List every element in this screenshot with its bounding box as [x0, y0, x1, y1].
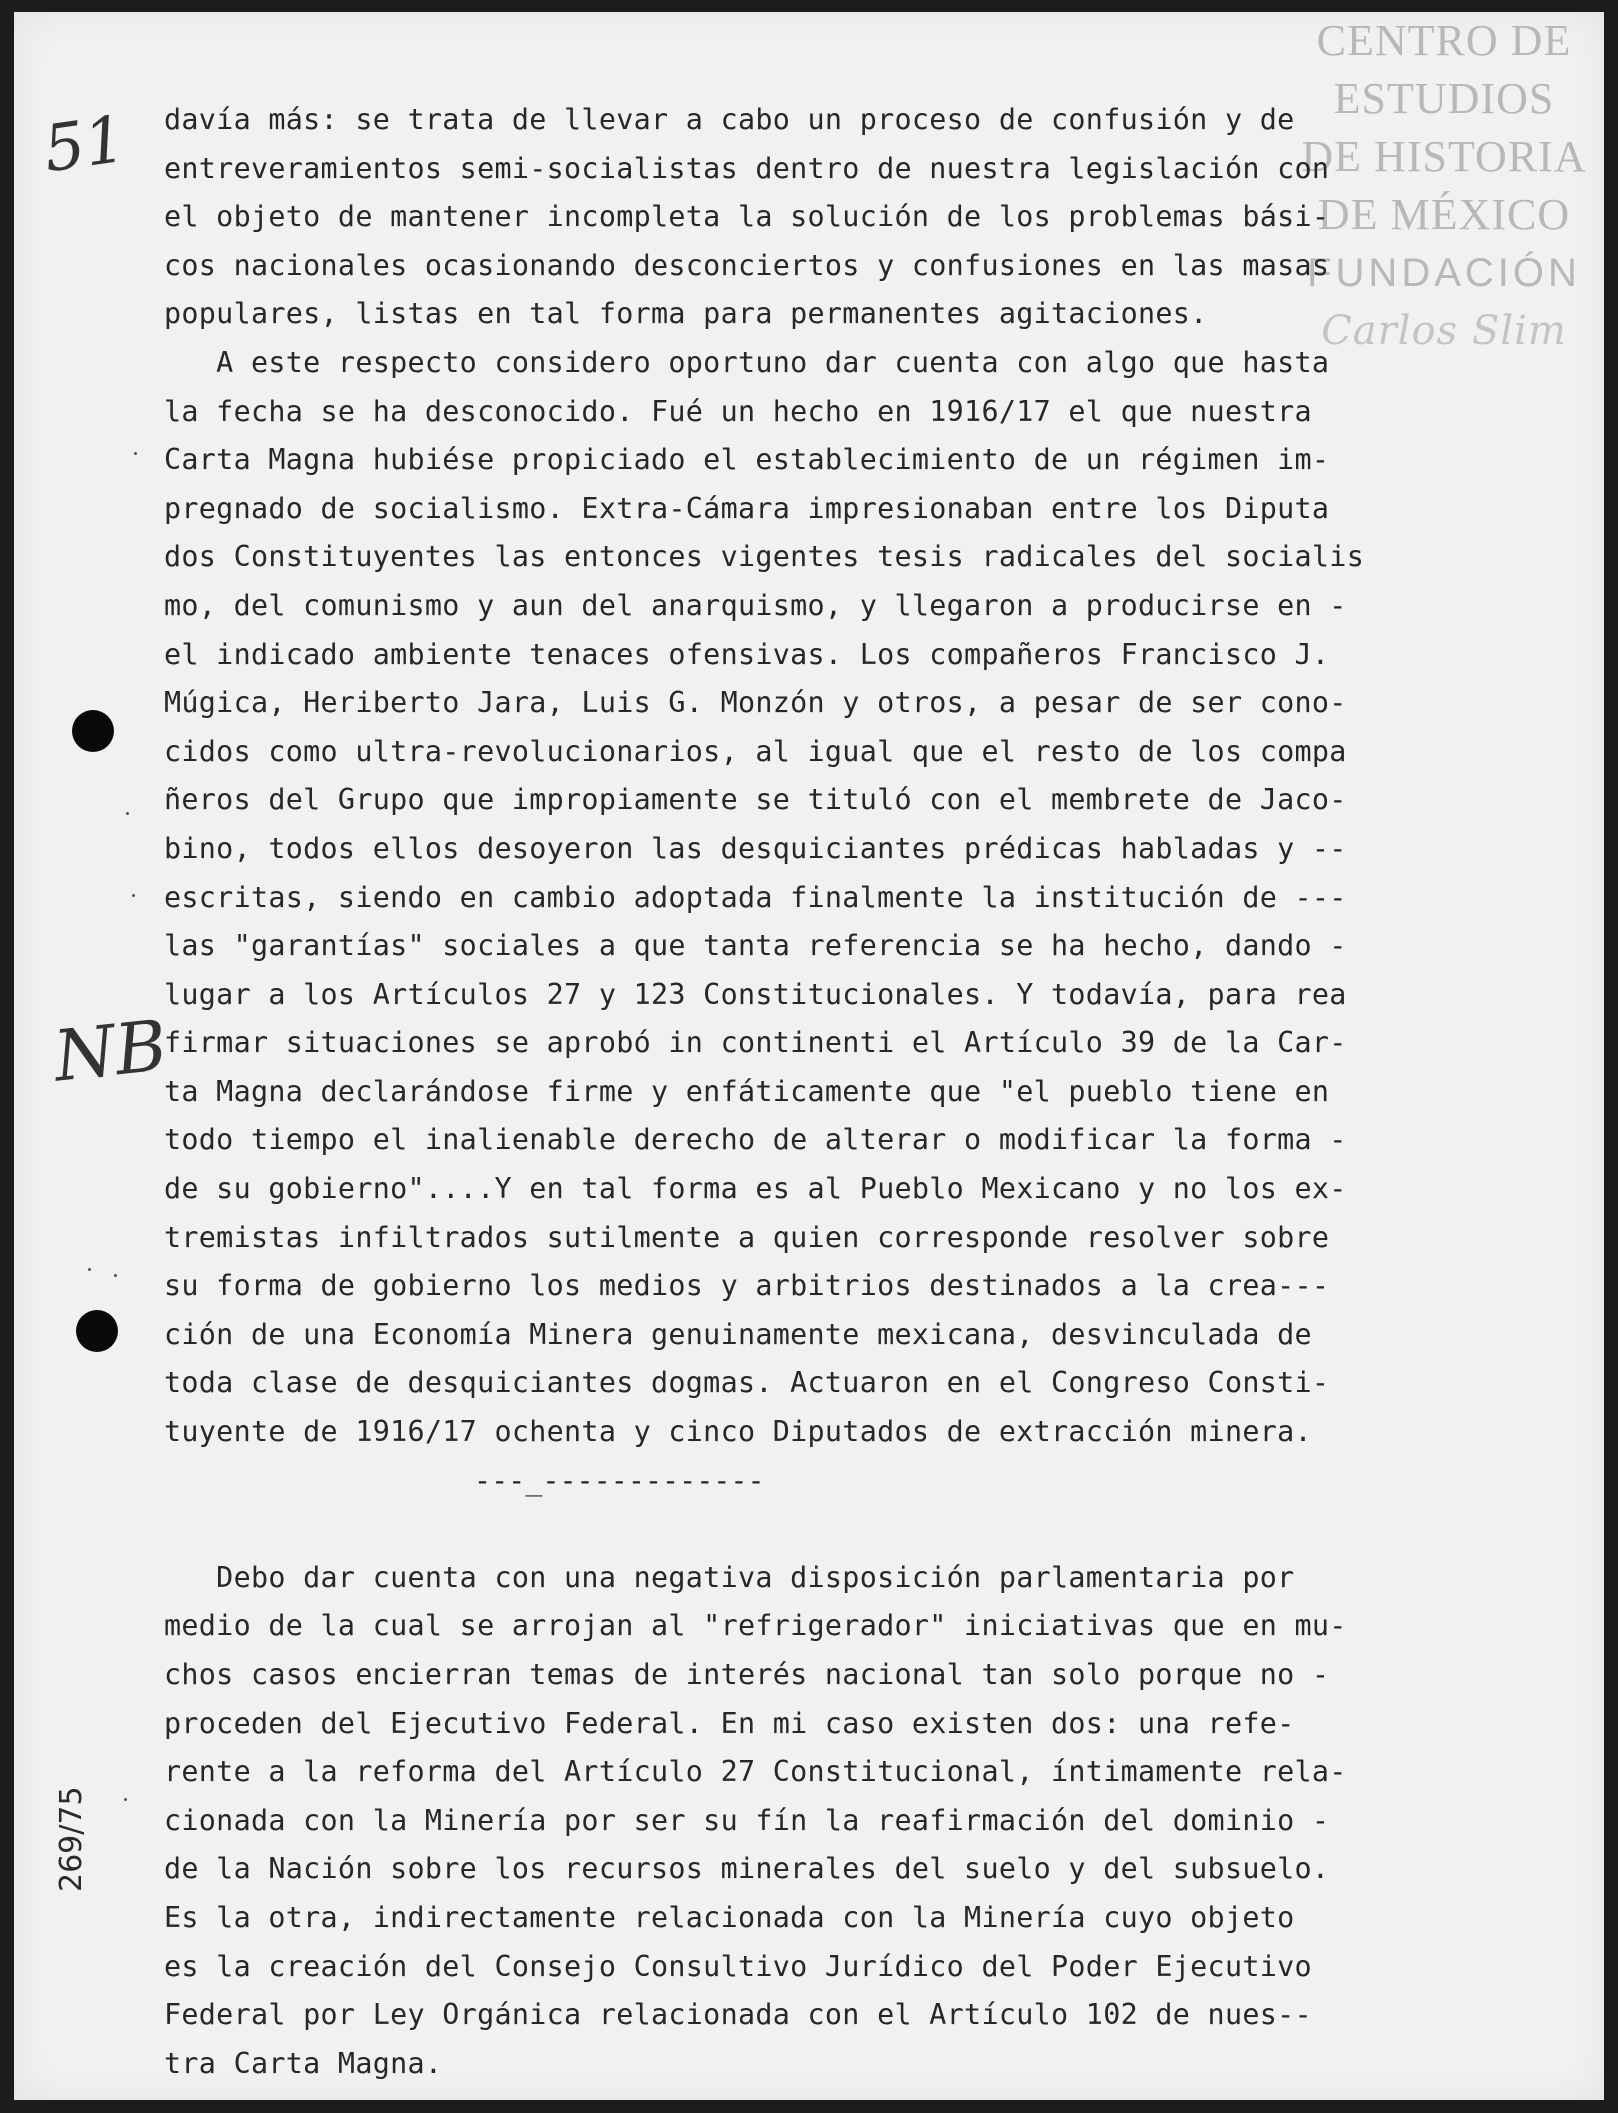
- archive-page-number: 269/75: [54, 1786, 89, 1892]
- watermark-line: ESTUDIOS: [1333, 74, 1555, 123]
- watermark-line: FUNDACIÓN: [1307, 251, 1581, 295]
- watermark-line: DE MÉXICO: [1317, 190, 1571, 239]
- text-line: rente a la reforma del Artículo 27 Constitucional, íntimamente rela-: [164, 1755, 1347, 1789]
- text-line: las "garantías" sociales a que tanta referencia se ha hecho, dando -: [164, 929, 1347, 963]
- text-line: bino, todos ellos desoyeron las desquiciantes prédicas habladas y --: [164, 831, 1347, 865]
- punch-hole: [72, 710, 114, 752]
- watermark-line: DE HISTORIA: [1301, 132, 1587, 181]
- speck: [126, 812, 129, 815]
- speck: [124, 1798, 127, 1801]
- text-line: su forma de gobierno los medios y arbitrios destinados a la crea---: [164, 1269, 1330, 1303]
- text-line: escritas, siendo en cambio adoptada finalmente la institución de ---: [164, 880, 1347, 914]
- speck: [132, 894, 135, 897]
- section-divider: ---_-------------: [474, 1463, 765, 1497]
- text-line: el indicado ambiente tenaces ofensivas. Los compañeros Francisco J.: [164, 637, 1330, 671]
- text-line: es la creación del Consejo Consultivo Jurídico del Poder Ejecutivo: [164, 1949, 1312, 1983]
- text-line: dos Constituyentes las entonces vigentes tesis radicales del socialis: [164, 540, 1365, 574]
- speck: [134, 452, 137, 455]
- spacer: [164, 1505, 1514, 1554]
- speck: [88, 1268, 91, 1271]
- text-line: tuyente de 1916/17 ochenta y cinco Diputados de extracción minera.: [164, 1415, 1312, 1449]
- text-line: ñeros del Grupo que impropiamente se tituló con el membrete de Jaco-: [164, 783, 1347, 817]
- text-line: Federal por Ley Orgánica relacionada con el Artículo 102 de nues--: [164, 1998, 1312, 2032]
- text-line: el objeto de mantener incompleta la solución de los problemas bási-: [164, 200, 1330, 234]
- watermark-signature: Carlos Slim: [1321, 308, 1567, 354]
- text-line: ta Magna declarándose firme y enfáticamente que "el pueblo tiene en: [164, 1074, 1330, 1108]
- text-line: mo, del comunismo y aun del anarquismo, y llegaron a producirse en -: [164, 588, 1347, 622]
- text-line: populares, listas en tal forma para permanentes agitaciones.: [164, 297, 1208, 331]
- text-line: ción de una Economía Minera genuinamente mexicana, desvinculada de: [164, 1317, 1312, 1351]
- handwritten-page-mark: 51: [39, 102, 131, 188]
- punch-hole: [76, 1310, 118, 1352]
- text-line: A este respecto considero oportuno dar cuenta con algo que hasta: [164, 345, 1330, 379]
- text-line: cidos como ultra-revolucionarios, al igual que el resto de los compa: [164, 734, 1347, 768]
- text-line: lugar a los Artículos 27 y 123 Constitucionales. Y todavía, para rea: [164, 977, 1347, 1011]
- text-line: de la Nación sobre los recursos minerales del suelo y del subsuelo.: [164, 1852, 1330, 1886]
- text-line: tra Carta Magna.: [164, 2046, 443, 2080]
- text-line: Carta Magna hubiése propiciado el establecimiento de un régimen im-: [164, 443, 1330, 477]
- handwritten-initials: NB: [50, 1004, 171, 1098]
- paragraph-2: [164, 339, 1514, 1457]
- speck: [114, 1274, 117, 1277]
- text-line: la fecha se ha desconocido. Fué un hecho en 1916/17 el que nuestra: [164, 394, 1312, 428]
- text-line: pregnado de socialismo. Extra-Cámara impresionaban entre los Diputa: [164, 491, 1330, 525]
- text-line: firmar situaciones se aprobó in continenti el Artículo 39 de la Car-: [164, 1026, 1347, 1060]
- paragraph-3: [164, 1554, 1514, 2089]
- text-line: todo tiempo el inalienable derecho de alterar o modificar la forma -: [164, 1123, 1347, 1157]
- paragraph-1: [164, 96, 1514, 339]
- text-line: Múgica, Heriberto Jara, Luis G. Monzón y otros, a pesar de ser cono-: [164, 686, 1347, 720]
- text-line: entreveramientos semi-socialistas dentro de nuestra legislación con: [164, 151, 1330, 185]
- text-line: medio de la cual se arrojan al "refrigerador" iniciativas que en mu-: [164, 1609, 1347, 1643]
- text-line: cos nacionales ocasionando desconciertos y confusiones en las masas: [164, 248, 1330, 282]
- document-page: [14, 12, 1604, 2100]
- text-line: Debo dar cuenta con una negativa disposición parlamentaria por: [164, 1560, 1295, 1594]
- text-line: cionada con la Minería por ser su fín la reafirmación del dominio -: [164, 1803, 1330, 1837]
- text-line: de su gobierno"....Y en tal forma es al Pueblo Mexicano y no los ex-: [164, 1172, 1347, 1206]
- body-text: [164, 96, 1514, 2088]
- text-line: tremistas infiltrados sutilmente a quien corresponde resolver sobre: [164, 1220, 1330, 1254]
- text-line: chos casos encierran temas de interés nacional tan solo porque no -: [164, 1658, 1330, 1691]
- text-line: davía más: se trata de llevar a cabo un proceso de confusión y de: [164, 103, 1295, 136]
- text-line: proceden del Ejecutivo Federal. En mi caso existen dos: una refe-: [164, 1706, 1295, 1740]
- text-line: Es la otra, indirectamente relacionada con la Minería cuyo objeto: [164, 1900, 1295, 1934]
- watermark-line: CENTRO DE: [1316, 16, 1572, 65]
- text-line: toda clase de desquiciantes dogmas. Actuaron en el Congreso Consti-: [164, 1366, 1330, 1400]
